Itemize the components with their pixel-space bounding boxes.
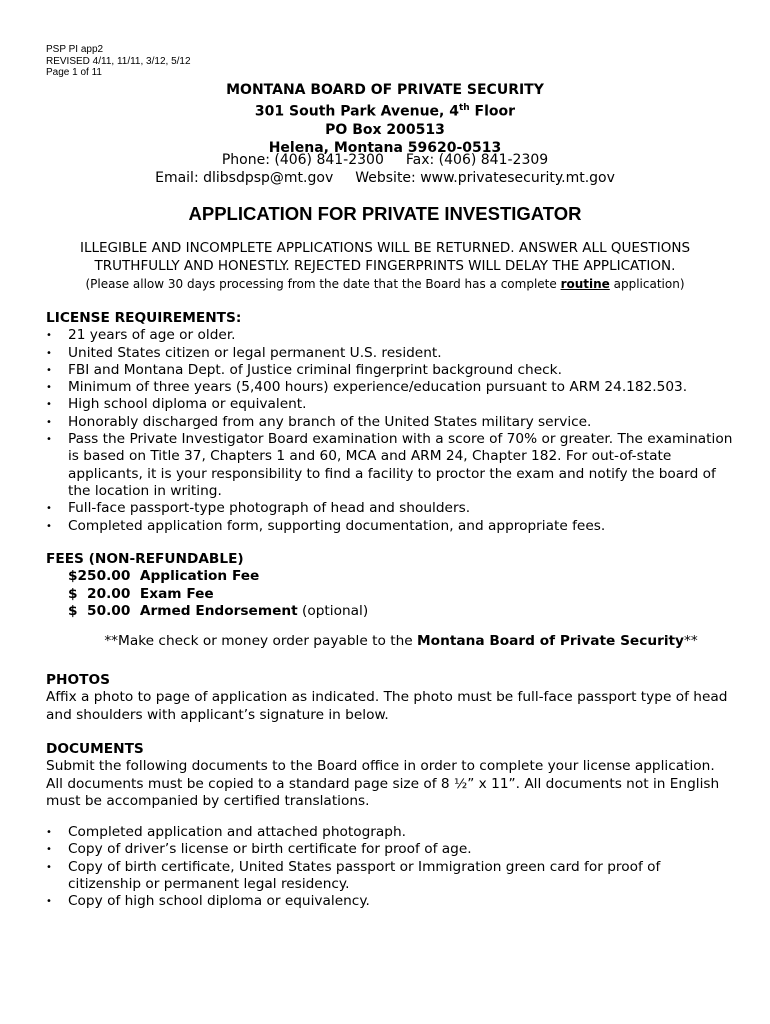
- note-emphasis: routine: [560, 277, 610, 291]
- fees-heading: FEES (NON-REFUNDABLE): [46, 551, 244, 567]
- email-address: Email: dlibsdpsp@mt.gov: [155, 170, 334, 186]
- fee-label: Exam Fee: [139, 585, 214, 602]
- documents-section: [46, 741, 731, 911]
- list-item: • Minimum of three years (5,400 hours) experience/education pursuant to ARM 24.182.503.: [46, 379, 736, 396]
- list-item: • 21 years of age or older.: [46, 327, 736, 344]
- documents-text: Submit the following documents to the Board office in order to complete your license application. All documents must be copied to a standard page size of 8 ½” x 11”. All documents not in English must be accompanied by certified translations.: [46, 758, 720, 809]
- list-item: • United States citizen or legal permanent U.S. resident.: [46, 345, 736, 362]
- city-state-zip: Helena, Montana 59620-0513: [268, 139, 502, 156]
- payee-name: Montana Board of Private Security: [417, 633, 684, 650]
- revision-dates: REVISED 4/11, 11/11, 3/12, 5/12: [46, 55, 191, 67]
- page-number: Page 1 of 11: [46, 67, 102, 78]
- fee-amount: $250.00: [68, 568, 131, 585]
- processing-note: [0, 276, 770, 292]
- fee-label: Application Fee: [139, 568, 260, 585]
- fee-row: [68, 568, 736, 585]
- contact-info: [0, 151, 770, 187]
- board-name: MONTANA BOARD OF PRIVATE SECURITY: [226, 82, 544, 98]
- fees-list: [46, 568, 736, 620]
- fax-number: Fax: (406) 841-2309: [405, 152, 549, 168]
- note-text: (Please allow 30 days processing from the date that the Board has a complete: [85, 277, 561, 291]
- po-box: PO Box 200513: [325, 121, 445, 138]
- floor-ordinal: th: [458, 103, 470, 113]
- note-text-end: application): [609, 277, 685, 291]
- list-item: • Pass the Private Investigator Board examination with a score of 70% or greater. The examination is based on Title 37, Chapters 1 and 60, MCA and ARM 24, Chapter 182. For out-of-state applicants, it is your responsibility to find a facility to proctor the exam and notify the board of the location in writing.: [46, 431, 736, 500]
- photos-text: Affix a photo to page of application as indicated. The photo must be full-face passport type of head and shoulders with applicant’s signature in below.: [46, 689, 728, 723]
- requirements-heading: LICENSE REQUIREMENTS:: [46, 310, 242, 326]
- list-item: • FBI and Montana Dept. of Justice criminal fingerprint background check.: [46, 362, 736, 379]
- list-item: • Full-face passport-type photograph of head and shoulders.: [46, 500, 736, 517]
- fee-label: Armed Endorsement: [139, 602, 298, 619]
- application-warning: [0, 239, 770, 275]
- fee-row: [68, 603, 736, 620]
- form-id: PSP PI app2: [46, 44, 104, 55]
- requirements-list: [46, 327, 736, 535]
- license-requirements-section: [46, 310, 736, 535]
- fee-amount: $ 20.00: [68, 585, 131, 602]
- warning-line-2: TRUTHFULLY AND HONESTLY. REJECTED FINGERPRINTS WILL DELAY THE APPLICATION.: [94, 258, 676, 274]
- photos-heading: PHOTOS: [46, 672, 110, 688]
- street-text: 301 South Park Avenue, 4: [254, 103, 459, 120]
- list-item: • Copy of driver’s license or birth certificate for proof of age.: [46, 841, 731, 858]
- documents-heading: DOCUMENTS: [46, 741, 144, 757]
- list-item: • Completed application form, supporting documentation, and appropriate fees.: [46, 518, 736, 535]
- warning-line-1: ILLEGIBLE AND INCOMPLETE APPLICATIONS WILL BE RETURNED. ANSWER ALL QUESTIONS: [79, 240, 691, 256]
- fee-note: (optional): [297, 602, 369, 619]
- payable-text-end: **: [683, 633, 698, 650]
- board-address: [0, 81, 770, 157]
- payable-instruction: [46, 633, 736, 650]
- list-item: • High school diploma or equivalent.: [46, 396, 736, 413]
- photos-section: [46, 672, 736, 724]
- street-address: [0, 99, 770, 121]
- list-item: • Copy of high school diploma or equivalency.: [46, 893, 731, 910]
- floor-text: Floor: [469, 103, 516, 120]
- payable-text: **Make check or money order payable to the: [104, 633, 418, 650]
- fee-amount: $ 50.00: [68, 602, 131, 619]
- list-item: • Completed application and attached photograph.: [46, 824, 731, 841]
- list-item: • Copy of birth certificate, United States passport or Immigration green card for proof of citizenship or permanent legal residency.: [46, 859, 731, 894]
- website-url: Website: www.privatesecurity.mt.gov: [355, 170, 615, 186]
- phone-number: Phone: (406) 841-2300: [221, 152, 384, 168]
- fees-section: [46, 551, 736, 650]
- form-meta: [46, 44, 191, 79]
- documents-list: [46, 824, 731, 910]
- page-title: APPLICATION FOR PRIVATE INVESTIGATOR: [188, 203, 582, 224]
- list-item: • Honorably discharged from any branch of the United States military service.: [46, 414, 736, 431]
- fee-row: [68, 586, 736, 603]
